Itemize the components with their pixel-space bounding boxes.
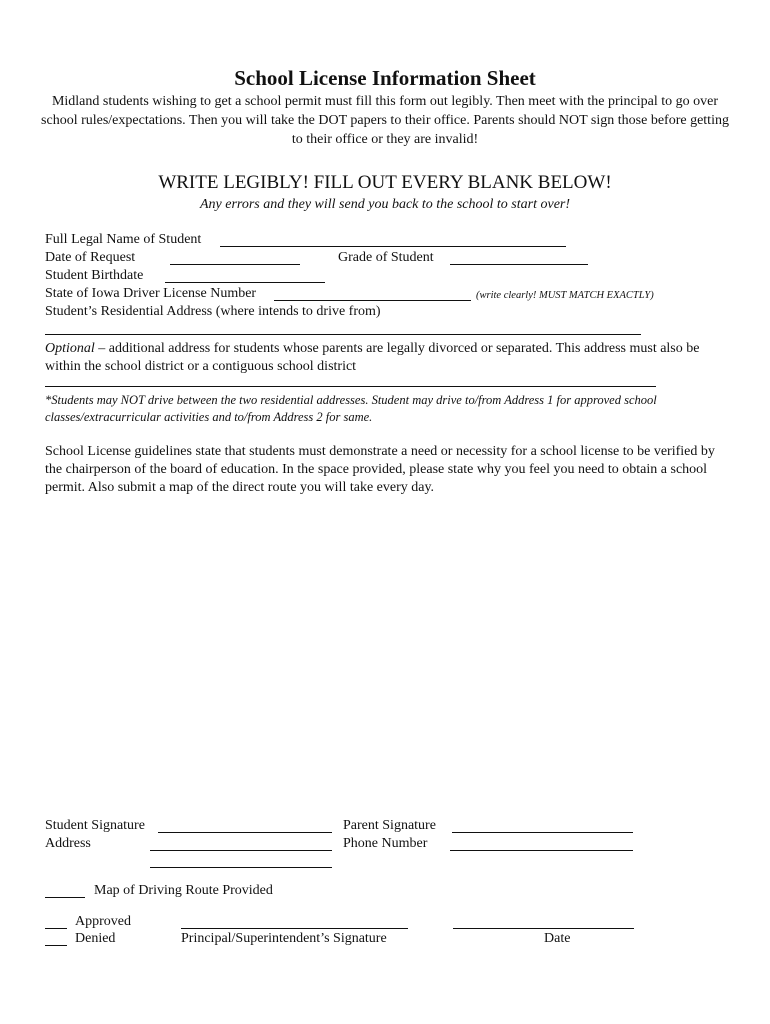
grade-label: Grade of Student	[338, 250, 434, 265]
principal-signature-field[interactable]	[181, 928, 408, 929]
license-number-field[interactable]	[274, 300, 471, 301]
parent-signature-label: Parent Signature	[343, 818, 436, 833]
instructions-subheading: Any errors and they will send you back to the school to start over!	[199, 197, 571, 212]
signature-address-field-2[interactable]	[150, 867, 332, 868]
phone-label: Phone Number	[343, 836, 428, 851]
address-label: Student’s Residential Address (where intends to drive from)	[45, 304, 381, 319]
student-signature-label: Student Signature	[45, 818, 145, 833]
birthdate-label: Student Birthdate	[45, 268, 144, 283]
date-signature-label: Date	[544, 931, 571, 946]
denied-field[interactable]	[45, 945, 67, 946]
optional-address-text	[45, 340, 725, 376]
guidelines-paragraph: School License guidelines state that students must demonstrate a need or necessity for a school license to be verified by the chairperson of the board of education. In the space provided, please state why you feel you need to obtain a school permit. Also submit a map of the direct route you will take every day.	[45, 444, 715, 495]
optional-description: – additional address for students whose parents are legally divorced or separated. This address must also be within the school district or a contiguous school district	[45, 341, 700, 374]
driving-note: *Students may NOT drive between the two residential addresses. Student may drive to/from Address 1 for approved school classes/extracurricular activities and to/from Address 2 for same.	[45, 393, 657, 424]
grade-field[interactable]	[450, 264, 588, 265]
page-title: School License Information Sheet	[234, 66, 536, 90]
denied-label: Denied	[75, 931, 116, 946]
student-signature-field[interactable]	[158, 832, 332, 833]
license-note: (write clearly! MUST MATCH EXACTLY)	[476, 290, 654, 301]
address-signature-label: Address	[45, 836, 91, 851]
intro-paragraph: Midland students wishing to get a school permit must fill this form out legibly. Then meet with the principal to go over school rules/expectations. Then you will take the DOT papers to their office. Parents should NOT sign those before getting to their office or they are invalid!	[41, 94, 729, 147]
full-name-field[interactable]	[220, 246, 566, 247]
date-request-label: Date of Request	[45, 250, 136, 265]
optional-address-field[interactable]	[45, 386, 656, 387]
date-signature-field[interactable]	[453, 928, 634, 929]
parent-signature-field[interactable]	[452, 832, 633, 833]
date-request-field[interactable]	[170, 264, 300, 265]
optional-label: Optional	[45, 341, 95, 356]
reason-writing-area[interactable]	[45, 505, 725, 805]
signature-address-field-1[interactable]	[150, 850, 332, 851]
phone-field[interactable]	[450, 850, 633, 851]
principal-signature-label: Principal/Superintendent’s Signature	[181, 931, 387, 946]
approved-label: Approved	[75, 914, 131, 929]
address-field[interactable]	[45, 334, 641, 335]
full-name-label: Full Legal Name of Student	[45, 232, 202, 247]
map-provided-field[interactable]	[45, 897, 85, 898]
birthdate-field[interactable]	[165, 282, 325, 283]
map-provided-label: Map of Driving Route Provided	[94, 883, 273, 898]
approved-field[interactable]	[45, 928, 67, 929]
instructions-heading: WRITE LEGIBLY! FILL OUT EVERY BLANK BELOW!	[158, 172, 612, 193]
license-number-label: State of Iowa Driver License Number	[45, 286, 257, 301]
